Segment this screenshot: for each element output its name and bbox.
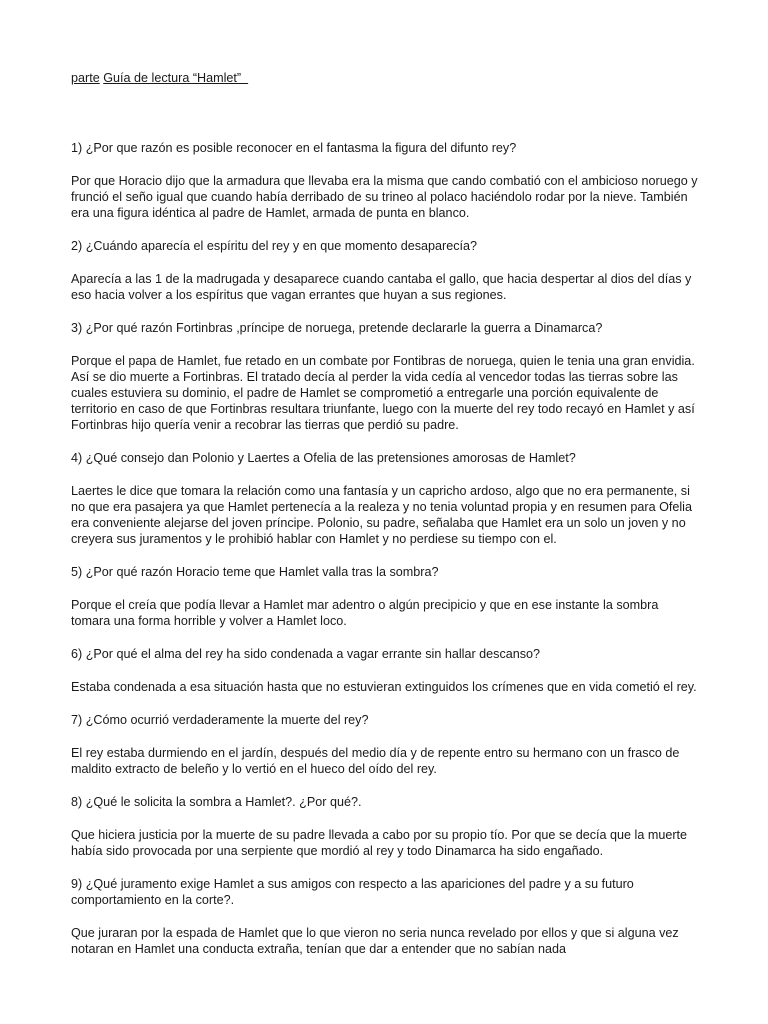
question-8: 8) ¿Qué le solicita la sombra a Hamlet?. ¿Por qué?. — [71, 795, 362, 809]
qa-list — [71, 140, 701, 957]
answer-8: Que hiciera justicia por la muerte de su padre llevada a cabo por su propio tío. Por que se decía que la muerte había sido provocada por una serpiente que mordió al rey y todo Dinamarca ha sido engañado. — [71, 828, 688, 858]
question-7: 7) ¿Cómo ocurrió verdaderamente la muerte del rey? — [71, 713, 369, 727]
question-1: 1) ¿Por que razón es posible reconocer en el fantasma la figura del difunto rey? — [71, 141, 517, 155]
title-main: Guía de lectura “Hamlet” — [103, 71, 249, 85]
title-prefix: parte — [71, 71, 100, 85]
document-page — [71, 70, 701, 974]
question-6: 6) ¿Por qué el alma del rey ha sido condenada a vagar errante sin hallar descanso? — [71, 647, 541, 661]
answer-2: Aparecía a las 1 de la madrugada y desaparece cuando cantaba el gallo, que hacia despertar al dios del días y eso hacia volver a los espíritus que vagan errantes que huyan a sus regiones. — [71, 272, 692, 302]
question-4: 4) ¿Qué consejo dan Polonio y Laertes a Ofelia de las pretensiones amorosas de Hamlet? — [71, 451, 576, 465]
question-9: 9) ¿Qué juramento exige Hamlet a sus amigos con respecto a las apariciones del padre y a su futuro comportamiento en la corte?. — [71, 877, 634, 907]
document-title — [71, 70, 701, 86]
answer-3: Porque el papa de Hamlet, fue retado en un combate por Fontibras de noruega, quien le tenia una gran envidia. Así se dio muerte a Fortinbras. El tratado decía al perder la vida cedía al vencedor todas las tierras sobre las cuales estuviera su dominio, el padre de Hamlet se comprometió a entregarle una porción equivalente de territorio en caso de que Fortinbras resultara triunfante, luego con la muerte del rey todo recayó en Hamlet y así Fortinbras hijo quería venir a recobrar las tierras que perdió su padre. — [71, 354, 695, 432]
answer-1: Por que Horacio dijo que la armadura que llevaba era la misma que cando combatió con el ambicioso noruego y frunció el seño igual que cuando había derribado de su trineo al polaco haciéndolo rodar por la nieve. También era una figura idéntica al padre de Hamlet, armada de punta en blanco. — [71, 174, 698, 220]
answer-6: Estaba condenada a esa situación hasta que no estuvieran extinguidos los crímenes que en vida cometió el rey. — [71, 680, 697, 694]
question-3: 3) ¿Por qué razón Fortinbras ,príncipe de noruega, pretende declararle la guerra a Dinamarca? — [71, 321, 603, 335]
answer-7: El rey estaba durmiendo en el jardín, después del medio día y de repente entro su hermano con un frasco de maldito extracto de beleño y lo vertió en el hueco del oído del rey. — [71, 746, 680, 776]
answer-9: Que juraran por la espada de Hamlet que lo que vieron no seria nunca revelado por ellos y que si alguna vez notaran en Hamlet una conducta extraña, tenían que dar a entender que no sabían nada — [71, 926, 679, 956]
answer-4: Laertes le dice que tomara la relación como una fantasía y un capricho ardoso, algo que no era permanente, si no que era pasajera ya que Hamlet pertenecía a la realeza y no tenia voluntad propia y en resumen para Ofelia era conveniente alejarse del joven príncipe. Polonio, su padre, señalaba que Hamlet era un solo un joven y no creyera sus juramentos y le prohibió hablar con Hamlet y no perdiese su tiempo con el. — [71, 484, 692, 546]
answer-5: Porque el creía que podía llevar a Hamlet mar adentro o algún precipicio y que en ese instante la sombra tomara una forma horrible y volver a Hamlet loco. — [71, 598, 659, 628]
question-2: 2) ¿Cuándo aparecía el espíritu del rey y en que momento desaparecía? — [71, 239, 478, 253]
question-5: 5) ¿Por qué razón Horacio teme que Hamlet valla tras la sombra? — [71, 565, 439, 579]
